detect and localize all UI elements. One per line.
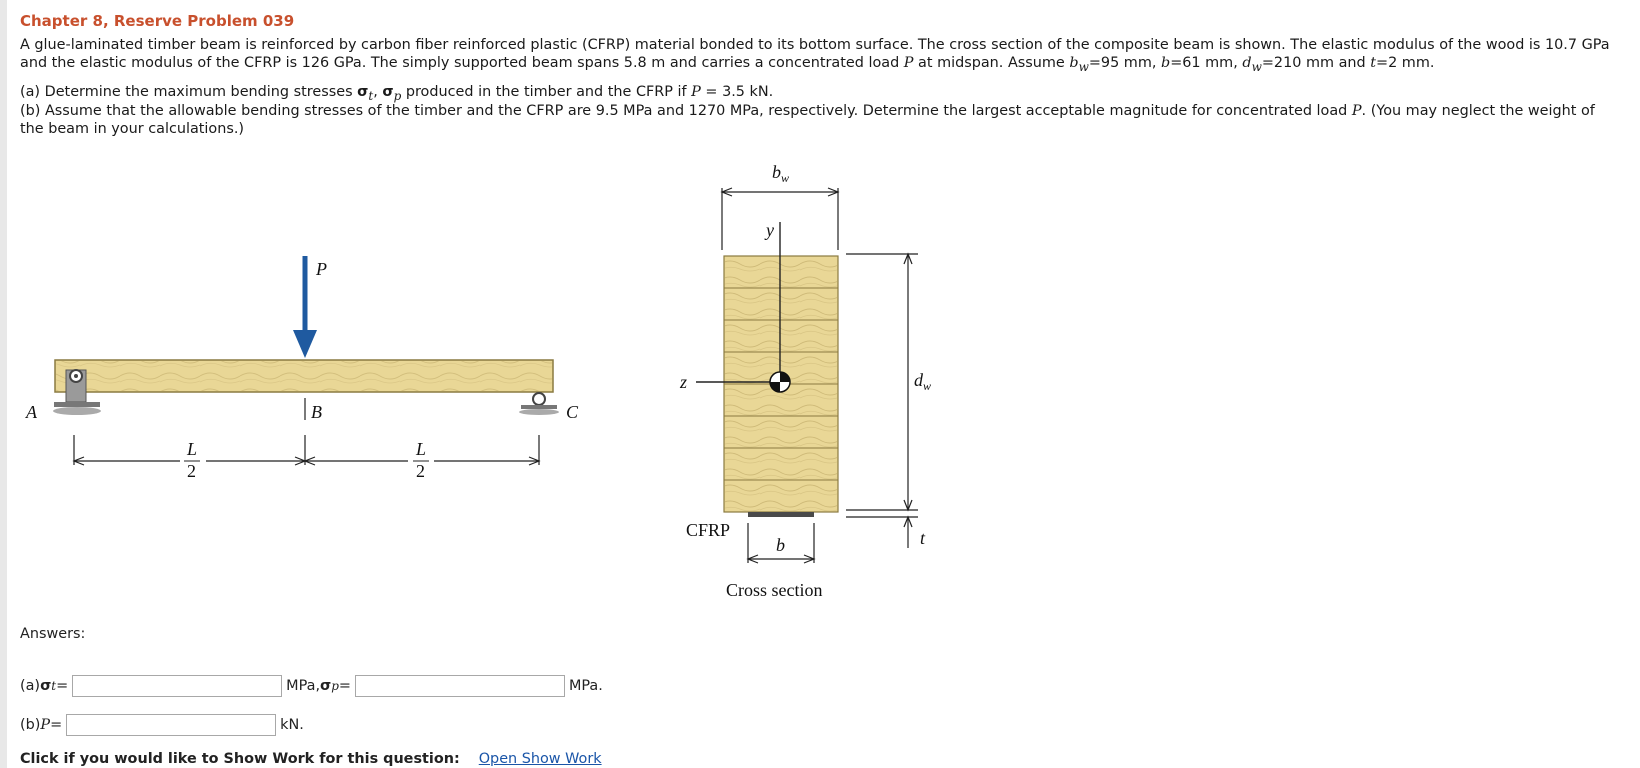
show-work-row	[20, 751, 602, 767]
half-span-label-left	[184, 439, 200, 481]
unit-kn: kN.	[280, 717, 304, 733]
y-axis-label: y	[766, 220, 774, 240]
answer-row-b: (b) P = kN.	[20, 711, 304, 739]
problem-title: Chapter 8, Reserve Problem 039	[20, 12, 295, 30]
cross-section-caption: Cross section	[726, 580, 823, 600]
half-span-label-right	[413, 439, 429, 481]
show-work-prompt: Click if you would like to Show Work for this question:	[20, 751, 460, 767]
roller-support-right	[519, 393, 559, 415]
problem-statement: A glue-laminated timber beam is reinforced by carbon fiber reinforced plastic (CFRP) material bonded to its bottom surface. The cross section of the composite beam is shown. The elastic modulus of the wood is 10.7 GPa and the elastic modulus of the CFRP is 126 GPa. The simply supported beam spans 5.8 m and carries a concentrated load P at midspan. Assume $b_w=95$ mm, b=61 mm, $d_w=210$ mm and t=2 mm.	[20, 37, 1610, 74]
sigma-t-symbol: σ	[40, 678, 52, 694]
p-symbol: P	[40, 717, 51, 733]
open-show-work-link[interactable]: Open Show Work	[478, 751, 602, 767]
z-axis-label: z	[680, 372, 688, 392]
cfrp-strip	[748, 512, 814, 517]
unit-mpa-2: MPa.	[568, 678, 603, 694]
t-dimension	[846, 517, 918, 548]
load-label: P	[316, 259, 327, 279]
support-c-label: C	[566, 402, 579, 422]
dw-label: $d_w$	[914, 370, 932, 393]
beam-figure	[25, 256, 579, 481]
unit-mpa-1: MPa,	[286, 678, 321, 694]
beam-grain	[56, 361, 552, 391]
answer-a-prefix: (a)	[20, 678, 41, 694]
cfrp-label: CFRP	[686, 520, 731, 540]
sigma-p-input[interactable]	[355, 675, 565, 697]
span-dimension	[74, 435, 539, 465]
answer-b-prefix: (b)	[20, 717, 41, 733]
load-arrow	[293, 256, 317, 358]
support-a-label: A	[26, 402, 37, 422]
bw-label: $b_w$	[772, 162, 790, 185]
cross-section-figure	[679, 162, 931, 600]
answer-row-a: (a) σ t = MPa, σ p = MPa.	[20, 672, 603, 700]
answers-heading: Answers:	[20, 626, 86, 642]
svg-text:2: 2	[416, 461, 425, 481]
centroid-symbol	[770, 372, 790, 392]
sigma-p-symbol: σ	[320, 678, 332, 694]
dw-dimension	[846, 254, 918, 510]
svg-text:L: L	[187, 439, 198, 459]
b-label: b	[776, 535, 785, 555]
midpoint-label: B	[311, 402, 322, 422]
part-b-question: (b) Assume that the allowable bending stresses of the timber and the CFRP are 9.5 MPa and 1270 MPa, respectively. Determine the largest acceptable magnitude for concentrated load P. (You may neglect the weight of the beam in your calculations.)	[20, 103, 1595, 137]
svg-text:2: 2	[187, 461, 196, 481]
t-label: t	[920, 528, 926, 548]
svg-text:L: L	[416, 439, 427, 459]
p-input[interactable]	[66, 714, 276, 736]
sigma-t-input[interactable]	[72, 675, 282, 697]
part-a-question: (a) Determine the maximum bending stresses $\sigma_t$, $\sigma_p$ produced in the timber and the CFRP if P = 3.5 kN.	[20, 84, 774, 103]
